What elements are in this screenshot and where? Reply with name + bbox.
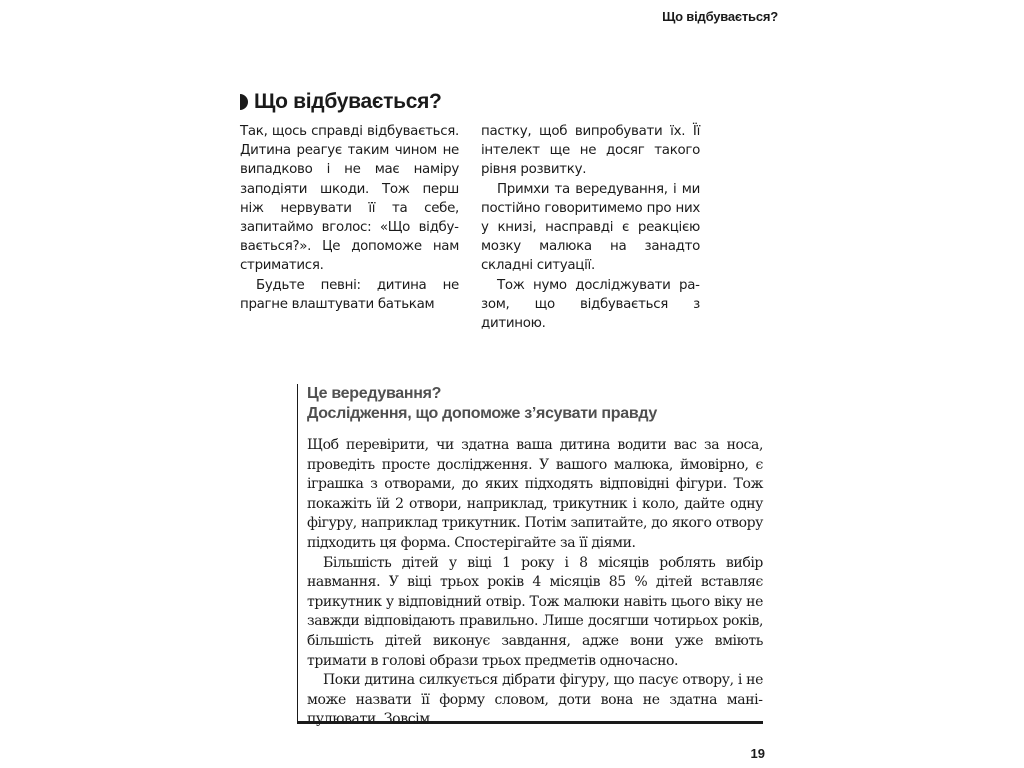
paragraph: Тож нумо досліджувати разом, що відбувається з дитиною. [481, 277, 700, 332]
section-heading [240, 90, 442, 114]
sidebar-box [297, 384, 763, 728]
sidebar-body [307, 436, 763, 730]
body-columns [240, 122, 700, 333]
sidebar-title [307, 384, 763, 424]
paragraph: Так, щось справді відбувається. Дитина реагує таким чином не випадково і не має наміру заподіяти шкоди. Тож перш ніж нервувати її та себе, запитаймо вголос: «Що відбувається?». Це допоможе нам стриматися. [240, 124, 459, 274]
paragraph: пастку, щоб випробувати їх. Її інтелект ще не досяг такого рівня розвитку. [481, 124, 700, 178]
paragraph: Примхи та вередування, і ми постійно говоритимемо про них у книзі, насправді є реакцією мозку малюка на занадто складні ситуації. [481, 181, 700, 274]
sidebar-paragraph: Щоб перевірити, чи здатна ваша дитина водити вас за носа, проведіть просте дослідження. У вашого малюка, ймовірно, є іграшка з отворами, до яких підходять відповідні фігури. Тож покажіть їй 2 отвори, наприклад, трикутник і коло, дайте одну фігуру, наприклад трикутник. Потім запитайте, до якого отвору підходить ця форма. Спостерігайте за її діями. [307, 437, 763, 551]
section-title: Що відбувається? [254, 90, 442, 113]
sidebar-title-line2: Дослідження, що допоможе з’ясувати правду [307, 405, 658, 422]
left-column [240, 122, 459, 333]
sidebar-title-line1: Це вередування? [307, 385, 442, 402]
sidebar-paragraph: Поки дитина силкується дібрати фігуру, що пасує отвору, і не може назвати її форму словом, доти вона не здатна маніпулювати. Зовсім. [307, 672, 763, 728]
half-circle-bullet-icon [240, 94, 248, 110]
sidebar-paragraph: Більшість дітей у віці 1 року і 8 місяців роблять вибір навмання. У віці трьох років 4 місяців 85 % дітей вставляє трикутник у відповідний отвір. Тож малюки навіть цього віку не завжди відповідають правильно. Лише досягши чотирьох років, більшість дітей виконує завдання, адже вони уже вміють тримати в голові образи трьох предметів одночасно. [307, 554, 763, 669]
paragraph: Будьте певні: дитина не прагне влаштувати батькам [240, 277, 459, 312]
running-header: Що відбувається? [662, 9, 778, 24]
page-number: 19 [750, 746, 765, 761]
right-column [481, 122, 700, 333]
